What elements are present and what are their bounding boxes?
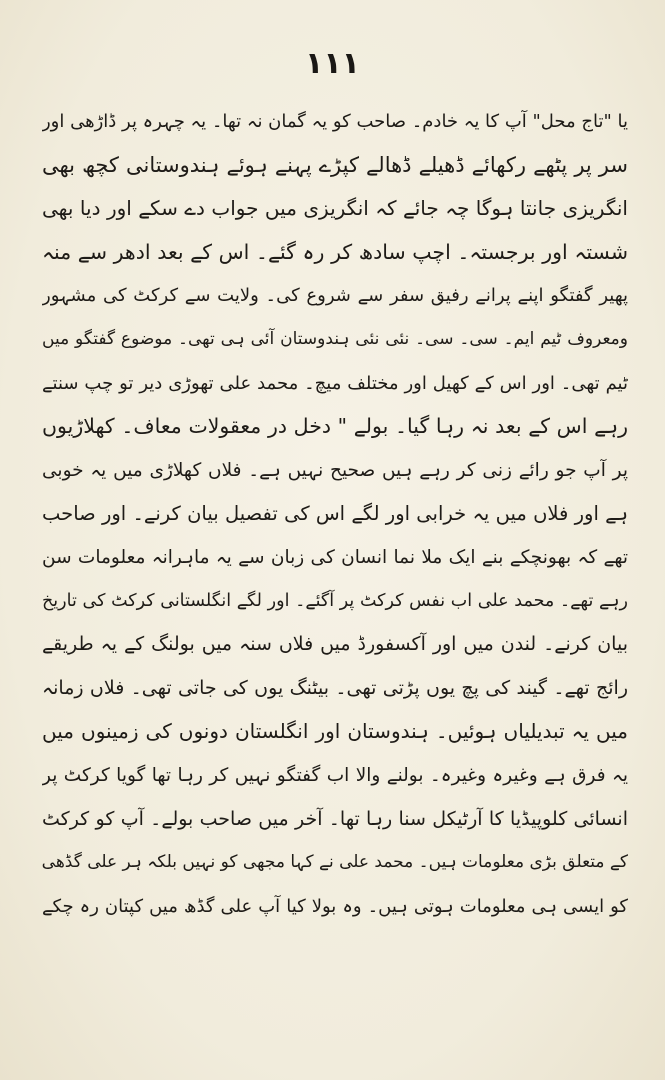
text-line: بیان کرنے۔ لندن میں اور آکسفورڈ میں فلاں سنہ میں بولنگ کے یہ طریقے [42, 633, 628, 656]
text-line: انگریزی جانتا ہوگا چہ جائے کہ انگریزی میں جواب دے سکے اور دیا بھی [42, 196, 628, 221]
text-line: تھے کہ بھونچکے بنے ایک ملا نما انسان کی زبان سے یہ ماہرانہ معلومات سن [42, 546, 628, 568]
text-line: شستہ اور برجستہ۔ اچپ سادھ کر رہ گئے۔ اس کے بعد ادھر سے منہ [42, 239, 628, 264]
text-line: رائج تھے۔ گیند کی پچ یوں پڑتی تھی۔ بیٹنگ یوں کی جاتی تھی۔ فلاں زمانہ [42, 676, 628, 699]
text-line: ہے اور فلاں میں یہ خرابی اور لگے اس کی تفصیل بیان کرنے۔ اور صاحب [42, 502, 628, 526]
text-line: یا "تاج محل" آپ کا یہ خادم۔ صاحب کو یہ گمان نہ تھا۔ یہ چہرہ پر ڈاڑھی اور [42, 111, 628, 132]
text-line: رہے اس کے بعد نہ رہا گیا۔ بولے " دخل در معقولات معاف۔ کھلاڑیوں [42, 414, 628, 439]
page-number: ۱۱۱ [305, 46, 360, 81]
text-line: میں یہ تبدیلیاں ہوئیں۔ ہندوستان اور انگلستان دونوں کی زمینوں میں [42, 719, 628, 744]
text-line: کو ایسی ہی معلومات ہوتی ہیں۔ وہ بولا کیا آپ علی گڈھ میں کپتان رہ چکے [42, 895, 628, 917]
body-text [42, 100, 628, 928]
text-line: پھیر گفتگو اپنے پرانے رفیق سفر سے شروع کی۔ ولایت سے کرکٹ کی مشہور [42, 285, 628, 307]
text-line: کے متعلق بڑی معلومات ہیں۔ محمد علی نے کہا مجھی کو نہیں بلکہ ہر علی گڈھی [42, 852, 628, 873]
text-line: سر پر پٹھے رکھائے ڈھیلے ڈھالے کپڑے پہنے ہوئے ہندوستانی کچھ بھی [42, 152, 628, 177]
text-line: ٹیم تھی۔ اور اس کے کھیل اور مختلف میچ۔ محمد علی تھوڑی دیر تو چپ سنتے [42, 372, 628, 394]
text-line: انسائی کلوپیڈیا کا آرٹیکل سنا رہا تھا۔ آخر میں صاحب بولے۔ آپ کو کرکٹ [42, 807, 628, 830]
text-line: ومعروف ٹیم ایم۔ سی۔ سی۔ نئی نئی ہندوستان آئی ہی تھی۔ موضوع گفتگو میں [42, 328, 628, 349]
text-line: رہے تھے۔ محمد علی اب نفس کرکٹ پر آگئے۔ اور لگے انگلستانی کرکٹ کی تاریخ [42, 590, 628, 611]
text-line: پر آپ جو رائے زنی کر رہے ہیں صحیح نہیں ہے۔ فلاں کھلاڑی میں یہ خوبی [42, 459, 628, 481]
text-line: یہ فرق ہے وغیرہ وغیرہ۔ بولنے والا اب گفتگو نہیں کر رہا تھا گویا کرکٹ پر [42, 764, 628, 786]
